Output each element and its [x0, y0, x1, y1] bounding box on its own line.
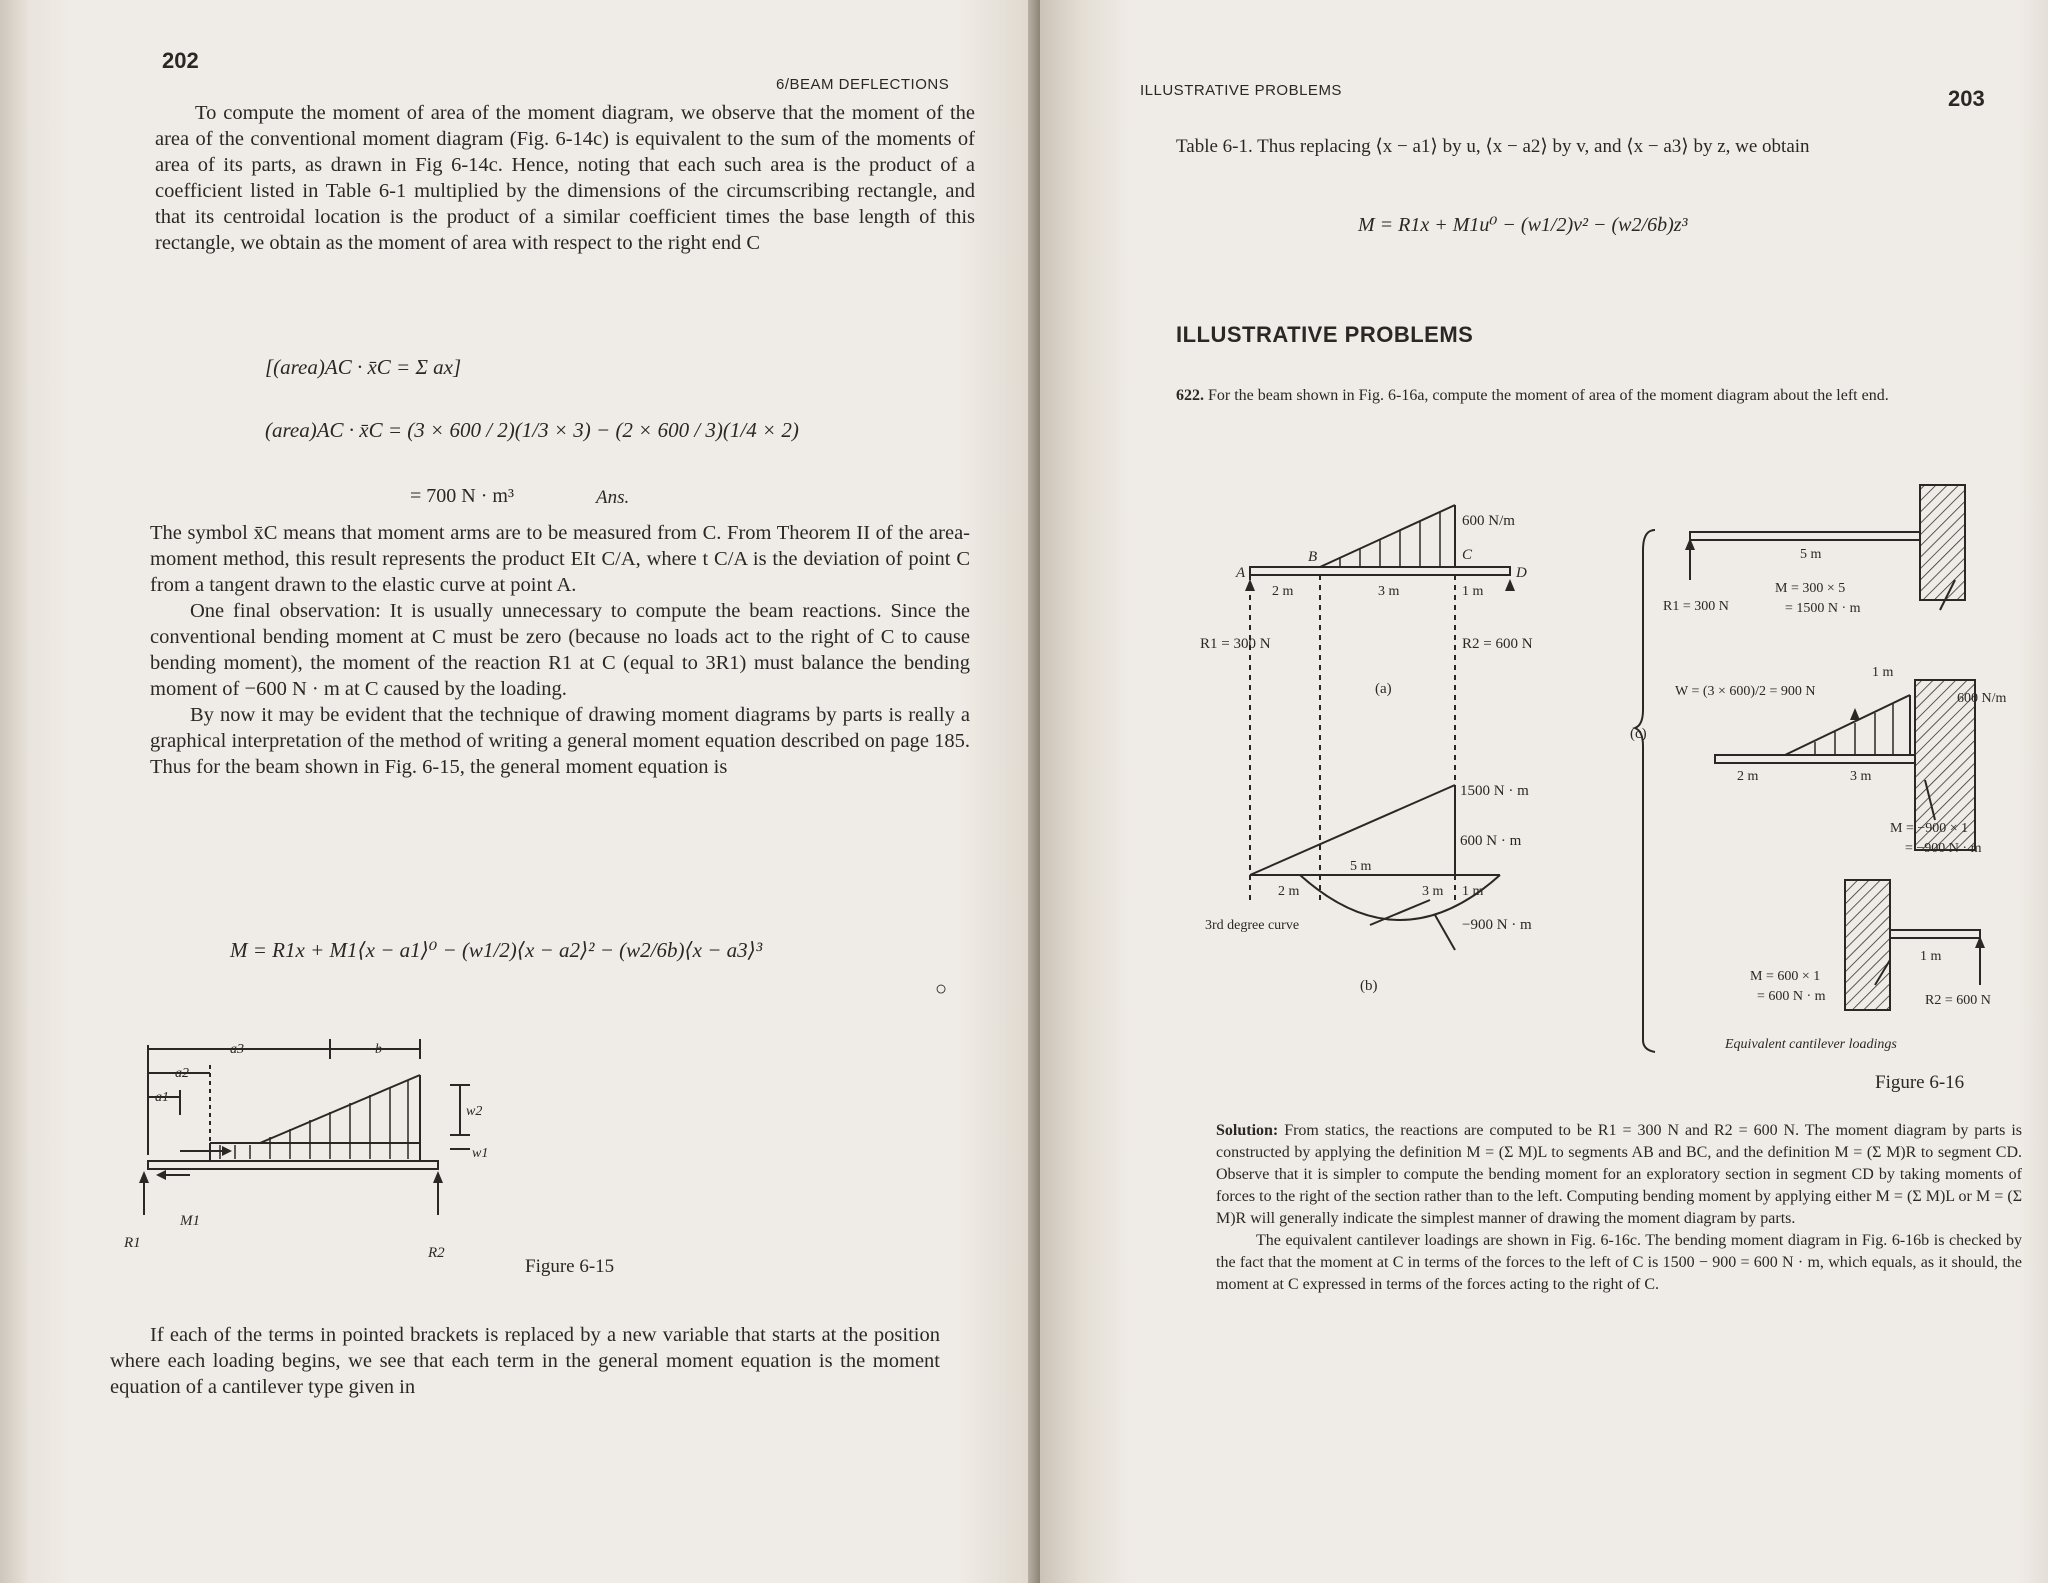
- c1-span: 5 m: [1800, 547, 1822, 562]
- paragraph-text: To compute the moment of area of the moment diagram, we observe that the moment of the area of the conventional moment diagram (Fig. 6-14c) is equivalent to the sum of the moments of area of its parts, as drawn in Fig 6-14c. Hence, noting that each such area is the product of a coefficient listed in Table 6-1 multiplied by the dimensions of the circumscribing rectangle, and that its centroidal location is the product of a similar coefficient times the base length of this rectangle, we obtain as the moment of area with respect to the right end C: [155, 102, 975, 254]
- label-A: A: [1236, 565, 1246, 581]
- label-span-2m: 2 m: [1272, 584, 1294, 599]
- equation: M = R1x + M1u⁰ − (w1/2)v² − (w2/6b)z³: [1358, 214, 1688, 236]
- c1-M-line2: = 1500 N · m: [1785, 601, 1861, 616]
- label-M1: M1: [180, 1213, 200, 1229]
- label-R2: R2: [428, 1245, 445, 1261]
- problem-text: For the beam shown in Fig. 6-16a, compute the moment of area of the moment diagram about the left end.: [1208, 387, 1889, 404]
- equation: (area)AC · x̄C = (3 × 600 / 2)(1/3 × 3) − (2 × 600 / 3)(1/4 × 2): [265, 418, 799, 442]
- label-a: (a): [1375, 681, 1392, 697]
- c2-3m: 3 m: [1850, 769, 1872, 784]
- c1-M-line1: M = 300 × 5: [1775, 581, 1846, 596]
- label-1m: 1 m: [1462, 884, 1484, 899]
- label-900: −900 N · m: [1462, 917, 1532, 933]
- paragraph-text: The equivalent cantilever loadings are shown in Fig. 6-16c. The bending moment diagram in Fig. 6-16b is checked by the fact that the moment at C in terms of the forces to the left of C is 1500 − 900 = 600 N · m, which equals, as it should, the moment at C expressed in terms of the forces acting to the right of C.: [1216, 1232, 2022, 1293]
- solution-text: From statics, the reactions are computed to be R1 = 300 N and R2 = 600 N. The moment diagram by parts is constructed by applying the definition M = (Σ M)L to segments AB and BC, and the definition M = (Σ M)R to segment CD. Observe that it is simpler to compute the bending moment for an exploratory section in segment CD by taking moments of forces to the right of the section rather than to the left. Computing bending moment by applying either M = (Σ M)L or M = (Σ M)R will generally indicate the simplest manner of drawing the moment diagram by parts.: [1216, 1122, 2023, 1227]
- paragraph: [110, 1322, 940, 1400]
- label-span-1m: 1 m: [1462, 584, 1484, 599]
- label-span-3m: 3 m: [1378, 584, 1400, 599]
- page-number: 202: [162, 48, 199, 73]
- running-head: 6/BEAM DEFLECTIONS: [776, 76, 950, 93]
- label-R1: R1: [124, 1235, 141, 1251]
- margin-mark: ○: [935, 978, 948, 1000]
- label-b: b: [375, 1042, 382, 1057]
- equivalent-loadings-caption: Equivalent cantilever loadings: [1725, 1037, 1897, 1052]
- label-w1: w1: [472, 1146, 489, 1161]
- problem-number: 622.: [1176, 387, 1204, 404]
- label-3m: 3 m: [1422, 884, 1444, 899]
- paragraph-text: One final observation: It is usually unnecessary to compute the beam reactions. Since the conventional bending moment at C must be zero (because no loads act to the right of C to cause bending moment), the moment of the reaction R1 at C (equal to 3R1) must balance the bending moment of −600 N · m at C caused by the loading.: [150, 600, 970, 700]
- c2-M-line2: = −900 N · m: [1905, 841, 1982, 856]
- c3-M-line1: M = 600 × 1: [1750, 969, 1821, 984]
- section-heading: ILLUSTRATIVE PROBLEMS: [1176, 322, 1474, 347]
- label-w2: w2: [466, 1104, 483, 1119]
- figure-caption: Figure 6-16: [1875, 1072, 1965, 1093]
- label-C: C: [1462, 547, 1473, 563]
- running-head: ILLUSTRATIVE PROBLEMS: [1140, 82, 1342, 99]
- label-c: (c): [1630, 726, 1647, 742]
- label-600: 600 N · m: [1460, 833, 1522, 849]
- paragraph: [150, 520, 970, 780]
- paragraph-text: The symbol x̄C means that moment arms are to be measured from C. From Theorem II of the area-moment method, this result represents the product EIt C/A, where t C/A is the deviation of point C from a tangent drawn to the elastic curve at point A.: [150, 522, 970, 596]
- label-2m: 2 m: [1278, 884, 1300, 899]
- solution: [1216, 1120, 2022, 1296]
- label-a1: a1: [155, 1090, 169, 1105]
- figure-6-15: [120, 1035, 520, 1260]
- answer-label: Ans.: [596, 487, 630, 508]
- equation: [(area)AC · x̄C = Σ ax]: [265, 355, 462, 379]
- label-curve: 3rd degree curve: [1205, 918, 1300, 933]
- c1-R: R1 = 300 N: [1663, 599, 1729, 614]
- page-number: 203: [1948, 86, 1985, 111]
- label-5m: 5 m: [1350, 859, 1372, 874]
- paragraph-text: By now it may be evident that the technique of drawing moment diagrams by parts is really a graphical interpretation of the method of writing a general moment equation described on page 185. Thus for the beam shown in Fig. 6-15, the general moment equation is: [150, 704, 970, 778]
- c3-M-line2: = 600 N · m: [1757, 989, 1826, 1004]
- label-R1: R1 = 300 N: [1200, 636, 1271, 652]
- c2-load: 600 N/m: [1957, 691, 2007, 706]
- figure-6-16ab: [1200, 495, 1640, 995]
- c3-1m: 1 m: [1920, 949, 1942, 964]
- label-D: D: [1516, 565, 1527, 581]
- equation: = 700 N · m³: [410, 485, 514, 507]
- solution-label: Solution:: [1216, 1122, 1279, 1139]
- label-load: 600 N/m: [1462, 513, 1515, 529]
- c3-R: R2 = 600 N: [1925, 993, 1991, 1008]
- paragraph: [155, 100, 975, 256]
- c2-W: W = (3 × 600)/2 = 900 N: [1675, 684, 1816, 699]
- c2-2m: 2 m: [1737, 769, 1759, 784]
- label-a3: a3: [230, 1042, 244, 1057]
- c2-M-line1: M = −900 × 1: [1890, 821, 1969, 836]
- figure-6-16c: [1630, 480, 2045, 1060]
- equation: M = R1x + M1⟨x − a1⟩⁰ − (w1/2)⟨x − a2⟩² − (w2/6b)⟨x − a3⟩³: [230, 938, 763, 962]
- label-B: B: [1308, 549, 1318, 565]
- paragraph-text: If each of the terms in pointed brackets is replaced by a new variable that starts at the position where each loading begins, we see that each term in the general moment equation is the moment equation of a cantilever type given in: [110, 1324, 940, 1398]
- label-1500: 1500 N · m: [1460, 783, 1529, 799]
- paragraph: [1176, 134, 1992, 159]
- right-page: [1040, 0, 2048, 1583]
- label-R2: R2 = 600 N: [1462, 636, 1533, 652]
- c2-1m: 1 m: [1872, 665, 1894, 680]
- label-a2: a2: [175, 1066, 189, 1081]
- paragraph-text: Table 6-1. Thus replacing ⟨x − a1⟩ by u, ⟨x − a2⟩ by v, and ⟨x − a3⟩ by z, we obtain: [1176, 136, 1810, 157]
- problem: [1176, 385, 1996, 407]
- figure-caption: Figure 6-15: [525, 1256, 615, 1277]
- label-b: (b): [1360, 978, 1378, 994]
